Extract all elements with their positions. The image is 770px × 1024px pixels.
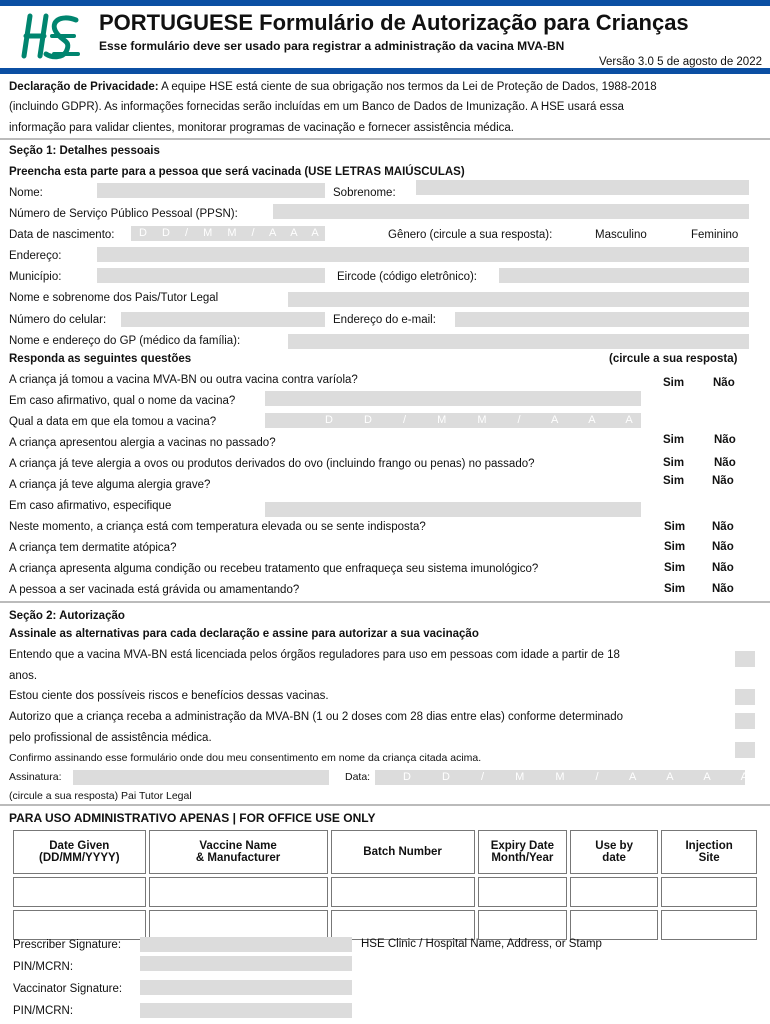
divider [0,804,770,806]
q7-text: A criança apresenta alguma condição ou recebeu tratamento que enfraqueça seu sistema imunológico? [9,563,539,575]
privacy-line-1 [9,80,657,94]
page-title: PORTUGUESE Formulário de Autorização para Crianças [99,10,689,35]
genero-feminino[interactable]: Feminino [691,229,739,241]
nome-field[interactable] [97,183,325,198]
q8-yes[interactable]: Sim [664,583,686,595]
data-label: Data: [345,771,371,783]
declaration-1-line-1: Entendo que a vacina MVA-BN está licenciada pelos órgãos reguladores para uso em pessoas com idade a partir de 18 [9,649,620,661]
vaccinator-label: Vaccinator Signature: [13,983,123,995]
table-cell[interactable] [13,910,146,940]
table-cell[interactable] [570,910,658,940]
clinic-label: HSE Clinic / Hospital Name, Address, or Stamp [361,938,602,950]
divider [0,601,770,603]
q1-yes[interactable]: Sim [663,377,685,389]
q5-no[interactable]: Não [712,521,734,533]
prescriber-field[interactable] [140,937,352,952]
col-date-given: Date Given (DD/MM/YYYY) [13,830,146,874]
declaration-2: Estou ciente dos possíveis riscos e benefícios dessas vacinas. [9,690,329,702]
section1-instruction: Preencha esta parte para a pessoa que será vacinada (USE LETRAS MAIÚSCULAS) [9,166,465,178]
q1-no[interactable]: Não [713,377,735,389]
assinatura-label: Assinatura: [9,771,62,783]
col-vaccine-name: Vaccine Name & Manufacturer [149,830,328,874]
office-table [10,827,760,943]
q1b-date-field[interactable]: D D / M M / A A A A [265,413,641,428]
q6-yes[interactable]: Sim [664,541,686,553]
office-title: PARA USO ADMINISTRATIVO APENAS | FOR OFFICE USE ONLY [9,811,376,825]
ppsn-field[interactable] [273,204,749,219]
section1-title: Seção 1: Detalhes pessoais [9,145,160,157]
sobrenome-label: Sobrenome: [333,187,396,199]
assinatura-field[interactable] [73,770,329,785]
email-label: Endereço do e-mail: [333,314,436,326]
genero-masculino[interactable]: Masculino [595,229,647,241]
col-expiry-date: Expiry Date Month/Year [478,830,567,874]
vaccinator-field[interactable] [140,980,352,995]
pin2-field[interactable] [140,1003,352,1018]
questions-title: Responda as seguintes questões [9,353,192,365]
genero-label: Gênero (circule a sua resposta): [388,229,553,241]
declaration-3-line-1: Autorizo que a criança receba a administração da MVA-BN (1 ou 2 doses com 28 dias entre elas) conforme determinado [9,711,624,723]
q2-yes[interactable]: Sim [663,434,685,446]
dob-label: Data de nascimento: [9,229,115,241]
table-cell[interactable] [478,877,567,907]
q6-text: A criança tem dermatite atópica? [9,542,177,554]
table-cell[interactable] [661,877,757,907]
q8-text: A pessoa a ser vacinada está grávida ou amamentando? [9,584,300,596]
municipio-label: Município: [9,271,62,283]
q1-text: A criança já tomou a vacina MVA-BN ou outra vacina contra varíola? [9,374,358,386]
q2-no[interactable]: Não [714,434,736,446]
table-row [13,910,757,940]
section2-instruction: Assinale as alternativas para cada declaração e assine para autorizar a sua vacinação [9,628,479,640]
pais-label: Nome e sobrenome dos Pais/Tutor Legal [9,292,219,304]
eircode-label: Eircode (código eletrônico): [337,271,477,283]
eircode-field[interactable] [499,268,749,283]
table-cell[interactable] [478,910,567,940]
col-batch-number: Batch Number [331,830,475,874]
table-cell[interactable] [149,910,328,940]
q5-text: Neste momento, a criança está com temperatura elevada ou se sente indisposta? [9,521,426,533]
declaration-3-line-2: pelo profissional de assistência médica. [9,732,212,744]
pin1-field[interactable] [140,956,352,971]
q4-yes[interactable]: Sim [663,475,685,487]
declaration-2-checkbox[interactable] [735,689,755,705]
table-row [13,877,757,907]
q7-no[interactable]: Não [712,562,734,574]
declaration-3-checkbox[interactable] [735,713,755,729]
municipio-field[interactable] [97,268,325,283]
divider [0,138,770,140]
ppsn-label: Número de Serviço Público Pessoal (PPSN): [9,208,238,220]
q1a-field[interactable] [265,391,641,406]
q1a-text: Em caso afirmativo, qual o nome da vacina? [9,395,236,407]
table-cell[interactable] [13,877,146,907]
table-cell[interactable] [331,910,475,940]
gp-label: Nome e endereço do GP (médico da família): [9,335,241,347]
pin1-label: PIN/MCRN: [13,961,74,973]
header-rule [0,68,770,74]
table-cell[interactable] [661,910,757,940]
privacy-line-3: informação para validar clientes, monitorar programas de vacinação e fornecer assistência médica. [9,122,514,134]
gp-field[interactable] [288,334,749,349]
q8-no[interactable]: Não [712,583,734,595]
q6-no[interactable]: Não [712,541,734,553]
q4a-text: Em caso afirmativo, especifique [9,500,172,512]
declaration-4: Confirmo assinando esse formulário onde dou meu consentimento em nome da criança citada acima. [9,752,482,764]
q3-yes[interactable]: Sim [663,457,685,469]
pin2-label: PIN/MCRN: [13,1005,74,1017]
version-label: Versão 3.0 5 de agosto de 2022 [598,56,762,68]
q4-text: A criança já teve alguma alergia grave? [9,479,211,491]
celular-field[interactable] [121,312,325,327]
declaration-1-checkbox[interactable] [735,651,755,667]
col-use-by: Use by date [570,830,658,874]
nome-label: Nome: [9,187,43,199]
office-table-header [13,830,757,874]
prescriber-label: Prescriber Signature: [13,939,122,951]
endereco-label: Endereço: [9,250,62,262]
q2-text: A criança apresentou alergia a vacinas no passado? [9,437,276,449]
declaration-1-line-2: anos. [9,670,38,682]
privacy-line-2: (incluindo GDPR). As informações fornecidas serão incluídas em um Banco de Dados de Imunização. A HSE usará essa [9,101,624,113]
endereco-field[interactable] [97,247,749,262]
circle-hint: (circule a sua resposta) [609,353,738,365]
sobrenome-field[interactable] [416,180,749,195]
signature-date-field[interactable]: D D / M M / A A A A [375,770,745,785]
email-field[interactable] [455,312,749,327]
page-subtitle: Esse formulário deve ser usado para registrar a administração da vacina MVA-BN [99,39,565,53]
privacy-label: Declaração de Privacidade: [9,81,159,93]
celular-label: Número do celular: [9,314,107,326]
table-cell[interactable] [149,877,328,907]
top-bar [0,0,770,6]
table-cell[interactable] [331,877,475,907]
table-cell[interactable] [570,877,658,907]
pais-field[interactable] [288,292,749,307]
privacy-text-1: A equipe HSE está ciente de sua obrigação nos termos da Lei de Proteção de Dados, 1988-2018 [158,81,657,93]
q1b-text: Qual a data em que ela tomou a vacina? [9,416,217,428]
q3-text: A criança já teve alergia a ovos ou produtos derivados do ovo (incluindo frango ou penas) no passado? [9,458,535,470]
section2-title: Seção 2: Autorização [9,610,125,622]
q4-no[interactable]: Não [712,475,734,487]
q4a-field[interactable] [265,502,641,517]
relation-text: (circule a sua resposta) Pai Tutor Legal [9,790,192,802]
col-injection-site: Injection Site [661,830,757,874]
q7-yes[interactable]: Sim [664,562,686,574]
hse-logo [16,10,84,62]
q3-no[interactable]: Não [714,457,736,469]
q5-yes[interactable]: Sim [664,521,686,533]
dob-field[interactable]: D D / M M / A A A A [131,226,325,241]
declaration-4-checkbox[interactable] [735,742,755,758]
